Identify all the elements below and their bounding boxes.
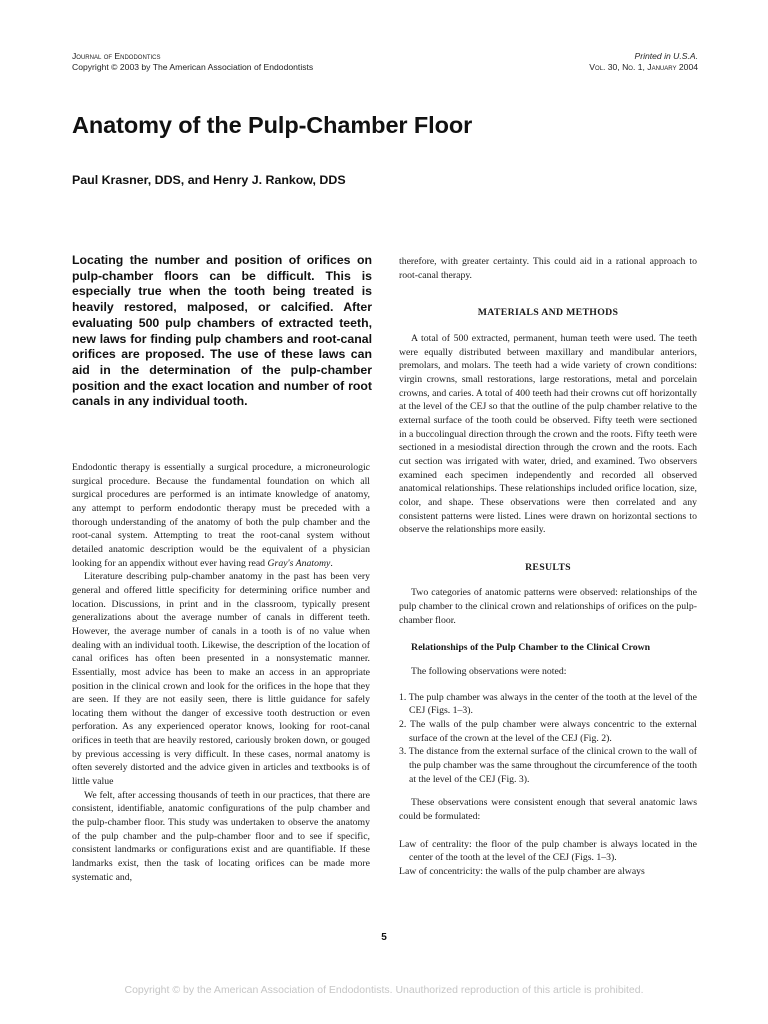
printed-location: Printed in U.S.A. bbox=[634, 51, 698, 61]
article-title: Anatomy of the Pulp-Chamber Floor bbox=[72, 112, 473, 138]
law-centrality: Law of centrality: the floor of the pulp chamber is always located in the center of the tooth at the level of the CEJ (Figs. 1–3). bbox=[399, 838, 697, 864]
right-column bbox=[399, 255, 697, 879]
observations-list bbox=[399, 691, 697, 787]
volume-issue: Vol. 30, No. 1, January 2004 bbox=[589, 62, 698, 72]
intro-period: . bbox=[330, 557, 333, 569]
author-line: Paul Krasner, DDS, and Henry J. Rankow, DDS bbox=[72, 173, 346, 187]
section-heading-results: RESULTS bbox=[525, 561, 571, 573]
section-heading-methods: MATERIALS AND METHODS bbox=[477, 307, 619, 319]
page-number: 5 bbox=[381, 932, 387, 943]
intro-paragraph-1 bbox=[72, 461, 370, 570]
left-column bbox=[72, 461, 370, 884]
intro-text: Endodontic therapy is essentially a surgical procedure, a microneurologic surgical procedure. Because the fundamental foundation on which all surgical procedures are performed is an intimate knowledge of anatomy, any attempt to perform endodontic therapy must be preceded with a thorough understanding of the anatomy of both the pulp chamber and the root-canal system. Attempting to treat the root-canal system without detailed anatomic description would be the equivalent of a physician looking for an appendix without ever having read bbox=[72, 462, 370, 569]
continuation-paragraph: therefore, with greater certainty. This could aid in a rational approach to root-canal therapy. bbox=[399, 256, 697, 281]
results-paragraph: Two categories of anatomic patterns were observed: relationships of the pulp chamber to the clinical crown and relationships of orifices on the pulp-chamber floor. bbox=[399, 587, 697, 626]
list-item: 1. The pulp chamber was always in the center of the tooth at the level of the CEJ (Figs. 1–3). bbox=[399, 691, 697, 717]
intro-paragraph-3: We felt, after accessing thousands of teeth in our practices, that there are consistent, identifiable, anatomic configurations of the pulp chamber and the pulp-chamber floor. This study was undertaken to observe the anatomy of the pulp chamber and the pulp-chamber floor and to see if specific, consistent landmarks or configurations exist and are quantifiable. If these landmarks exist, then the task of locating orifices can be made more systematic and, bbox=[72, 789, 370, 883]
methods-paragraph: A total of 500 extracted, permanent, human teeth were used. The teeth were equally distributed between maxillary and mandibular anteriors, premolars, and molars. The teeth had a wide variety of crown conditions: virgin crowns, small restorations, large restorations, metal and porcelain crowns, and caries. A total of 400 teeth had their crowns cut off horizontally at the level of the CEJ so that the outline of the pulp chamber relative to the external surface of the tooth could be observed. Fifty teeth were sectioned in a buccolingual direction through the crown and the roots. Fifty teeth were sectioned in a mesiodistal direction through the crown and the roots. Each cut section was irrigated with water, dried, and examined. Two observers examined each specimen independently and recorded all observed anatomical relationships. These relationships included orifice location, size, color, and shape. These observations were then correlated and any consistent patterns were listed. Lines were drawn on horizontal sections to observe the relationships more easily. bbox=[399, 332, 697, 536]
law-concentricity: Law of concentricity: the walls of the pulp chamber are always bbox=[399, 865, 645, 877]
running-header-right bbox=[398, 51, 698, 73]
running-header-left bbox=[72, 51, 402, 73]
consistency-paragraph: These observations were consistent enough that several anatomic laws could be formulated: bbox=[399, 797, 697, 822]
subsection-heading: Relationships of the Pulp Chamber to the Clinical Crown bbox=[411, 642, 651, 654]
list-item: 2. The walls of the pulp chamber were always concentric to the external surface of the crown at the level of the CEJ (Fig. 2). bbox=[399, 719, 697, 744]
copyright-footer: Copyright © by the American Association of Endodontists. Unauthorized reproduction of this article is prohibited. bbox=[124, 984, 644, 996]
book-title: Gray's Anatomy bbox=[267, 557, 331, 569]
journal-name: Journal of Endodontics bbox=[72, 51, 161, 61]
observations-intro: The following observations were noted: bbox=[411, 666, 567, 678]
list-item: 3. The distance from the external surface of the clinical crown to the wall of the pulp chamber was the same throughout the circumference of the tooth at the level of the CEJ (Fig. 3). bbox=[399, 746, 697, 785]
intro-paragraph-2: Literature describing pulp-chamber anatomy in the past has been very general and offered little specificity for determining orifice number and location. Discussions, in print and in the classroom, typically present generalizations about the average number of canals in different teeth. However, the average number of canals in a tooth is of no value when dealing with an individual tooth. Likewise, the description of the location of canal orifices has often been presented in a nonsystematic manner. Essentially, most advice has been to make an access in an appropriate position in the clinical crown and look for the orifices in the hope that they are seen. If they are not easily seen, there is little guidance for safely locating them without the danger of excessive tooth destruction or even perforation. As any experienced operator knows, looking for root-canal orifices in teeth that are heavily restored, cariously broken down, or gouged by previous accessing is very difficult. In these cases, normal anatomy is often severely distorted and the advice given in articles and textbooks is of little value bbox=[72, 571, 370, 788]
copyright-line: Copyright © 2003 by The American Association of Endodontists bbox=[72, 62, 314, 72]
abstract: Locating the number and position of orifices on pulp-chamber floors can be difficult. This is especially true when the tooth being treated is heavily restored, malposed, or calcified. After evaluating 500 pulp chambers of extracted teeth, new laws for finding pulp chambers and root-canal orifices are proposed. The use of these laws can aid in the determination of the pulp-chamber position and the exact location and number of root canals in any individual tooth. bbox=[72, 253, 372, 409]
